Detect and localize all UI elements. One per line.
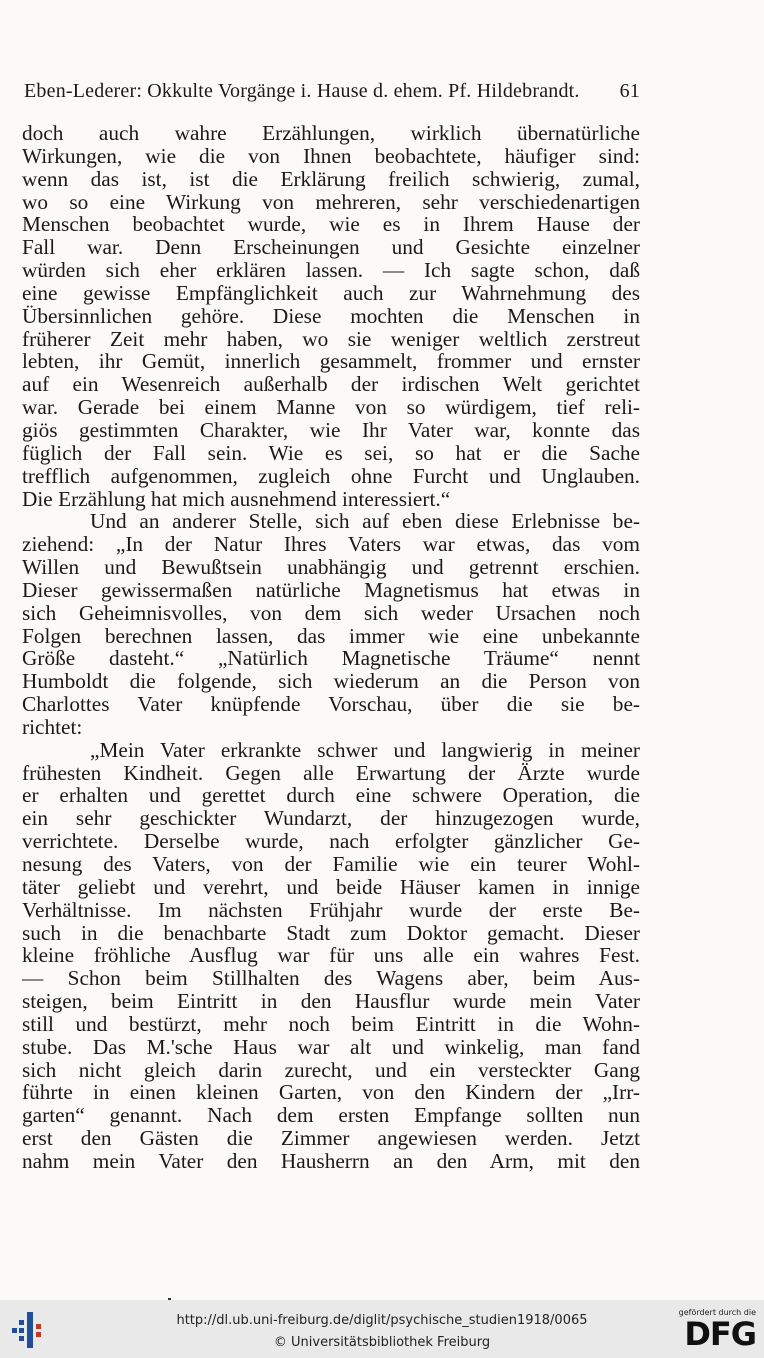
- text-line: Willen und Bewußtsein unabhängig und getrennt erschien.: [22, 555, 640, 580]
- text-line: wenn das ist, ist die Erklärung freilich schwierig, zumal,: [22, 166, 640, 191]
- text-line: Größe dasteht.“ „Natürlich Magnetische Träume“ nennt: [22, 646, 640, 671]
- dfg-tagline: gefördert durch die: [678, 1308, 756, 1317]
- dfg-logo-mark: DFG: [684, 1315, 756, 1353]
- text-line: lebten, ihr Gemüt, innerlich gesammelt, frommer und ernster: [22, 349, 640, 374]
- text-line: füglich der Fall sein. Wie es sei, so hat er die Sache: [22, 440, 640, 465]
- text-line: ziehend: „In der Natur Ihres Vaters war etwas, das vom: [22, 532, 640, 557]
- text-line: früherer Zeit mehr haben, wo sie weniger weltlich zerstreut: [22, 326, 640, 351]
- text-line: giös gestimmten Charakter, wie Ihr Vater war, konnte das: [22, 417, 640, 442]
- running-head-title: Eben-Lederer: Okkulte Vorgänge i. Hause d. ehem. Pf. Hildebrandt.: [24, 80, 580, 102]
- text-line: eine gewisse Empfänglichkeit auch zur Wahrnehmung des: [22, 280, 640, 305]
- text-line: würden sich eher erklären lassen. — Ich sagte schon, daß: [22, 258, 640, 283]
- text-line: steigen, beim Eintritt in den Hausflur wurde mein Vater: [22, 989, 640, 1014]
- text-line: Die Erzählung hat mich ausnehmend interessiert.“: [22, 486, 451, 511]
- text-line: nahm mein Vater den Hausherrn an den Arm, mit den: [22, 1148, 640, 1173]
- text-line: Und an anderer Stelle, sich auf eben diese Erlebnisse be-: [90, 509, 640, 534]
- text-line: garten“ genannt. Nach dem ersten Empfange sollten nun: [22, 1103, 640, 1128]
- text-line: Humboldt die folgende, sich wiederum an die Person von: [22, 669, 640, 694]
- viewer-footer: [0, 1300, 764, 1358]
- text-line: Charlottes Vater knüpfende Vorschau, über die sie be-: [22, 692, 640, 717]
- text-line: Wirkungen, wie die von Ihnen beobachtete, häufiger sind:: [22, 143, 640, 168]
- text-line: erst den Gästen die Zimmer angewiesen werden. Jetzt: [22, 1126, 640, 1151]
- text-line: Verhältnisse. Im nächsten Frühjahr wurde der erste Be-: [22, 897, 640, 922]
- text-line: frühesten Kindheit. Gegen alle Erwartung der Ärzte wurde: [22, 760, 640, 785]
- text-line: sich nicht gleich darin zurecht, und ein versteckter Gang: [22, 1057, 640, 1082]
- text-line: richtet:: [22, 714, 83, 739]
- text-line: kleine fröhliche Ausflug war für uns alle ein wahres Fest.: [22, 943, 640, 968]
- text-line: „Mein Vater erkrankte schwer und langwierig in meiner: [90, 737, 640, 762]
- text-line: Folgen berechnen lassen, das immer wie eine unbekannte: [22, 623, 640, 648]
- text-line: — Schon beim Stillhalten des Wagens aber, beim Aus-: [22, 966, 640, 991]
- text-line: nesung des Vaters, von der Familie wie ein teurer Wohl-: [22, 852, 640, 876]
- text-line: sich Geheimnisvolles, von dem sich weder Ursachen noch: [22, 600, 640, 625]
- copyright-text: © Universitätsbibliothek Freiburg: [273, 1335, 491, 1350]
- body-text: [22, 122, 640, 1173]
- text-line: doch auch wahre Erzählungen, wirklich übernatürliche: [22, 121, 640, 145]
- text-line: such in die benachbarte Stadt zum Doktor gemacht. Dieser: [22, 920, 640, 945]
- source-url-link[interactable]: http://dl.ub.uni-freiburg.de/diglit/psychische_studien1918/0065: [176, 1313, 588, 1328]
- text-line: Dieser gewissermaßen natürliche Magnetismus hat etwas in: [22, 577, 640, 602]
- page-number: 61: [619, 80, 640, 102]
- text-line: war. Gerade bei einem Manne von so würdigem, tief reli-: [22, 395, 640, 420]
- text-line: auf ein Wesenreich außerhalb der irdischen Welt gerichtet: [22, 372, 640, 397]
- running-head: [24, 80, 640, 103]
- text-line: trefflich aufgenommen, zugleich ohne Furcht und Unglauben.: [22, 463, 640, 488]
- text-line: stube. Das M.'sche Haus war alt und winkelig, man fand: [22, 1034, 640, 1059]
- text-line: er erhalten und gerettet durch eine schwere Operation, die: [22, 783, 640, 808]
- text-line: Menschen beobachtet wurde, wie es in Ihrem Hause der: [22, 212, 640, 237]
- text-line: still und bestürzt, mehr noch beim Eintritt in die Wohn-: [22, 1011, 640, 1036]
- text-line: führte in einen kleinen Garten, von den Kindern der „Irr-: [22, 1080, 640, 1105]
- text-line: Fall war. Denn Erscheinungen und Gesichte einzelner: [22, 235, 640, 260]
- text-line: wo so eine Wirkung von mehreren, sehr verschiedenartigen: [22, 189, 640, 214]
- text-line: Übersinnlichen gehöre. Diese mochten die Menschen in: [22, 303, 640, 328]
- text-line: täter geliebt und verehrt, und beide Häuser kamen in innige: [22, 874, 640, 899]
- text-line: ein sehr geschickter Wundarzt, der hinzugezogen wurde,: [22, 806, 640, 831]
- dfg-logo[interactable]: [672, 1308, 756, 1352]
- text-line: verrichtete. Derselbe wurde, nach erfolgter gänzlicher Ge-: [22, 829, 640, 854]
